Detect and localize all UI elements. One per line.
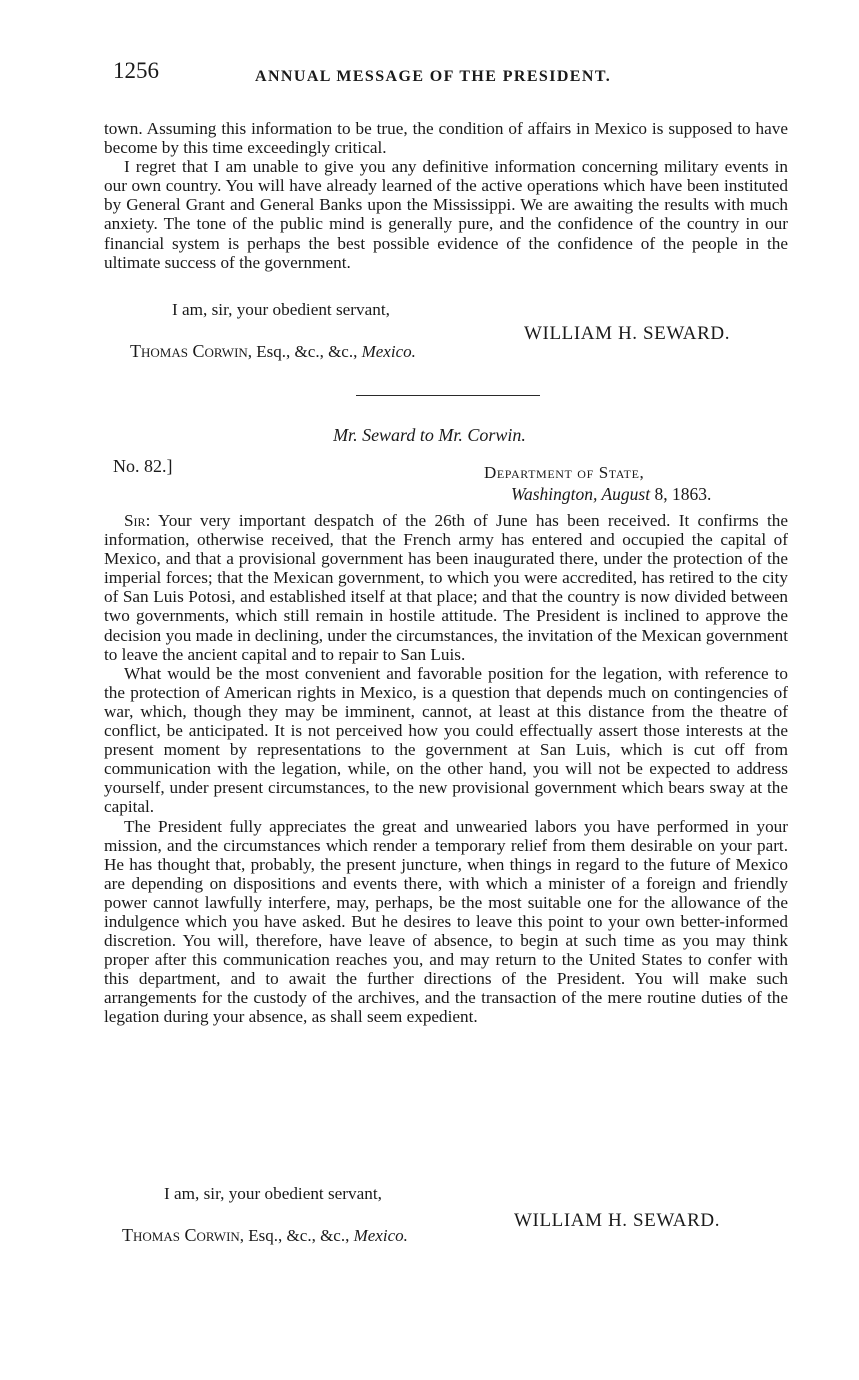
letter1-paragraph: I regret that I am unable to give you any definitive information concerning military events in our own country. You will have already learned of the active operations which have been instituted by General Grant and General Banks upon the Mississippi. We are awaiting the results with much anxiety. The tone of the public mind is generally pure, and the confidence of the country in our financial system is perhaps the best possible evidence of the confidence of the people in the ultimate success of the government. [104,157,788,272]
paragraph-text: : Your very important despatch of the 26th of June has been received. It confirms the information, otherwise received, that the French army has entered and occupied the capital of Mexico, and that a provisional government has been inaugurated there, under the protection of the imperial forces; that the Mexican government, to which you were accredited, has retired to the city of San Luis Potosi, and established itself at that place; and that the country is now divided between two governments, which still remain in hostile attitude. The President is inclined to approve the decision you made in declining, under the circumstances, the invitation of the Mexican government to leave the ancient capital and to repair to San Luis. [104,511,788,664]
letter2-body [104,511,788,1027]
salutation: Sir [124,511,146,530]
letter2-place-date [511,484,711,505]
addressee-honorific: , Esq., &c., &c., [247,342,362,361]
letter2-title: Mr. Seward to Mr. Corwin. [333,425,526,445]
section-divider [356,395,540,396]
addressee-honorific: , Esq., &c., &c., [239,1226,354,1245]
letter2-paragraph: What would be the most convenient and favorable position for the legation, with reference to the protection of American rights in Mexico, is a question that depends much on contingencies of war, which, though they may be imminent, cannot, at least at this distance from the theatre of conflict, be anticipated. It is not perceived how you could effectually assert those interests at the present moment by representations to the government at San Luis, which is cut off from communication with the legation, while, on the other hand, you will not be expected to address yourself, under present circumstances, to the new provisional government which bears sway at the capital. [104,663,788,817]
letter2-date: 8, 1863. [650,484,712,504]
letter2-department: Department of State, [484,463,645,482]
addressee-place: Mexico. [361,342,416,361]
addressee-name: Thomas Corwin [122,1225,240,1245]
letter2-closing: I am, sir, your obedient servant, [164,1184,382,1203]
addressee-name: Thomas Corwin [130,341,248,361]
letter1-body [104,119,788,272]
addressee-place: Mexico. [353,1226,408,1245]
letter1-signature: WILLIAM H. SEWARD. [524,323,731,344]
letter2-addressee [122,1225,408,1246]
letter2-number: No. 82.] [113,456,173,476]
letter2-place: Washington, August [511,484,651,504]
letter1-closing: I am, sir, your obedient servant, [172,300,390,319]
running-head: ANNUAL MESSAGE OF THE PRESIDENT. [255,68,612,85]
page-number: 1256 [113,58,159,83]
letter1-paragraph: town. Assuming this information to be true, the condition of affairs in Mexico is supposed to have become by this time exceedingly critical. [104,119,788,158]
letter2-paragraph: The President fully appreciates the great and unwearied labors you have performed in your mission, and the circumstances which render a temporary relief from them desirable on your part. He has thought that, probably, the present juncture, when things in regard to the future of Mexico are depending on dispositions and events there, with which a minister of a foreign and friendly power cannot lawfully interfere, may, perhaps, be the most suitable one for the allowance of the indulgence which you have asked. But he desires to leave this point to your own better-informed discretion. You will, therefore, have leave of absence, to begin at such time as you may think proper after this communication reaches you, and may return to the United States to confer with this department, and to await the further directions of the President. You will make such arrangements for the custody of the archives, and the transaction of the mere routine duties of the legation during your absence, as shall seem expedient. [104,816,788,1027]
letter2-signature: WILLIAM H. SEWARD. [514,1210,721,1231]
page-header [113,58,793,88]
letter1-addressee [130,341,416,362]
letter2-paragraph [104,511,788,664]
